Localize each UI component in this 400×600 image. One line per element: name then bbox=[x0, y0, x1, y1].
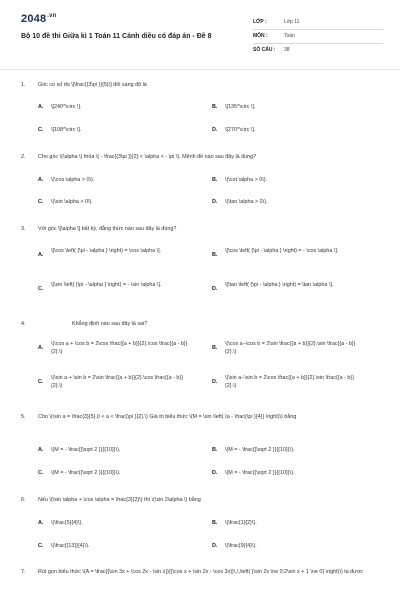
meta-label: LỚP : bbox=[253, 19, 267, 25]
question-number: 6. bbox=[21, 497, 26, 503]
meta-label: MÔN : bbox=[253, 33, 268, 39]
question-text: Cho góc \(\alpha \) thỏa \( - \frac{{3\pi }}{2} < \alpha < - \pi \). Mệnh đề nào sau đây là đúng? bbox=[38, 154, 257, 160]
meta-value: Lớp 11 bbox=[284, 19, 300, 25]
question-number: 1. bbox=[21, 82, 26, 88]
question-text: Với góc \[\alpha \] bất kỳ, đẳng thức nào sau đây là đúng? bbox=[38, 226, 177, 232]
page-header bbox=[0, 0, 400, 68]
meta-label: SỐ CÂU : bbox=[253, 47, 276, 53]
meta-value: 38 bbox=[284, 47, 290, 53]
header-divider bbox=[0, 69, 400, 70]
question-number: 7. bbox=[21, 569, 26, 575]
meta-class-row bbox=[253, 15, 383, 30]
document-title: Bộ 10 đề thi Giữa kì 1 Toán 11 Cánh diều có đáp án - Đề 8 bbox=[21, 33, 212, 40]
meta-subject-row bbox=[253, 29, 383, 44]
question-text: Cho \(\sin a = \frac{3}{5},0 < a < \frac{\pi }{2}.\) Giá trị biểu thức \(M = \sin \left( {a - \frac{\pi }{4}} \right)\) bằng bbox=[38, 414, 297, 420]
question-number: 2. bbox=[21, 154, 26, 160]
question-number: 5. bbox=[21, 414, 26, 420]
question-text: Góc có số đo \[\frac{{3\pi }}{5}\] đổi sang độ là bbox=[38, 82, 147, 88]
question-text: Rút gọn biểu thức \(A = \frac{{\sin 3x + \cos 2x - \sin x}}{{\cos x + \sin 2x - \cos 3x}}\,\,\left( {\sin 2x \ne 0;2\sin x + 1 \ne 0} \right)\) ta được bbox=[38, 569, 364, 575]
question-number: 3. bbox=[21, 226, 26, 232]
site-logo[interactable]: $2048^{.vn}$ bbox=[21, 13, 57, 25]
question-text: Khẳng định nào sau đây là sai? bbox=[72, 321, 148, 327]
meta-value: Toán bbox=[284, 33, 295, 39]
question-text: Nếu \(\sin \alpha + \cos \alpha = \frac{3}{2}\) thì \(\sin 2\alpha \) bằng bbox=[38, 497, 201, 503]
meta-count-row bbox=[253, 43, 383, 57]
question-number: 4. bbox=[21, 321, 26, 327]
